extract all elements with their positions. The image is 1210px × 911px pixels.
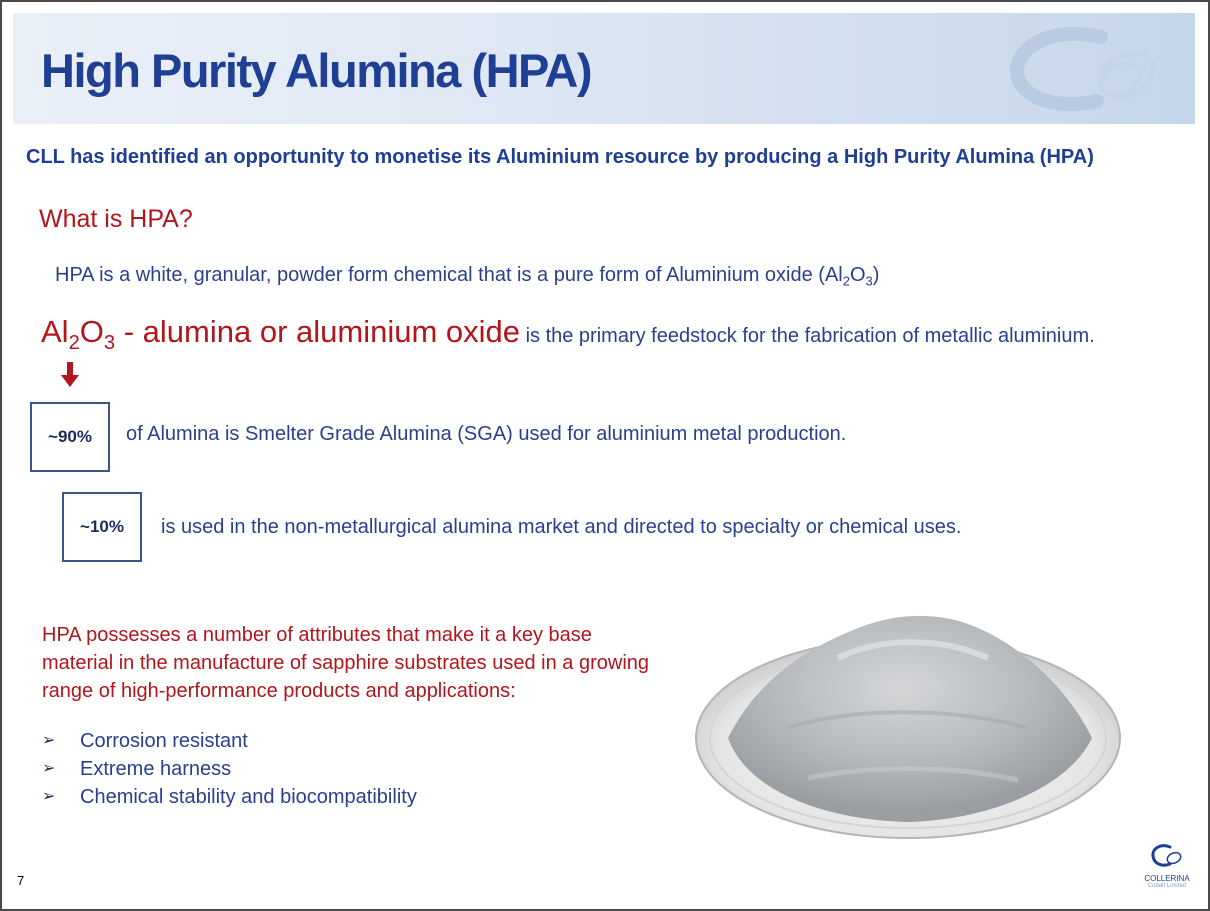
attributes-list [42, 727, 417, 811]
percent-box-10: ~10% [62, 492, 142, 562]
page-title: High Purity Alumina (HPA) [41, 44, 591, 97]
hpa-description [55, 264, 879, 287]
description-mid: O [849, 264, 866, 286]
formula-al: Al [41, 314, 69, 349]
arrow-bullet-icon: ➢ [42, 788, 56, 805]
description-sub-2: 2 [842, 273, 850, 289]
list-item-label: Chemical stability and biocompatibility [80, 786, 417, 808]
hpa-attributes-intro: HPA possesses a number of attributes that make it a key base material in the manufacture of sapphire substrates used in a growing range of high-performance products and applications: [42, 624, 650, 702]
what-is-hpa-heading: What is HPA? [39, 205, 193, 233]
collerina-logo-icon [1150, 843, 1184, 869]
arrow-bullet-icon: ➢ [42, 760, 56, 777]
alumina-powder-image [688, 588, 1128, 843]
down-arrow-icon [60, 362, 80, 388]
formula-sub-2: 2 [68, 332, 80, 355]
arrow-bullet-icon: ➢ [42, 732, 56, 749]
description-sub-3: 3 [865, 273, 873, 289]
alumina-formula-line [41, 314, 1095, 355]
slide-header [13, 13, 1195, 124]
formula-description: is the primary feedstock for the fabrication of metallic aluminium. [520, 325, 1095, 347]
formula-symbol [41, 314, 116, 355]
percent-box-90: ~90% [30, 402, 110, 472]
description-suffix: ) [872, 264, 880, 286]
description-prefix: HPA is a white, granular, powder form chemical that is a pure form of Aluminium oxide (Al [55, 264, 843, 286]
percent-90-text: of Alumina is Smelter Grade Alumina (SGA) used for aluminium metal production. [126, 423, 847, 445]
slide-subtitle: CLL has identified an opportunity to monetise its Aluminium resource by producing a High Purity Alumina (HPA) [26, 146, 1094, 168]
footer-logo-sub: Cobalt Limited [1147, 883, 1187, 889]
list-item [42, 755, 417, 783]
list-item [42, 727, 417, 755]
footer-logo [1138, 843, 1196, 890]
formula-name: - alumina or aluminium oxide [115, 314, 521, 349]
page-number: 7 [17, 873, 25, 888]
formula-sub-3: 3 [103, 332, 116, 355]
percent-10-text: is used in the non-metallurgical alumina market and directed to specialty or chemical uses. [161, 516, 962, 538]
list-item-label: Extreme harness [80, 758, 232, 780]
list-item-label: Corrosion resistant [80, 730, 248, 752]
formula-o: O [79, 314, 104, 349]
list-item [42, 783, 417, 811]
company-logo-icon [1009, 27, 1169, 111]
footer-logo-name: COLLERINA [1144, 874, 1190, 883]
